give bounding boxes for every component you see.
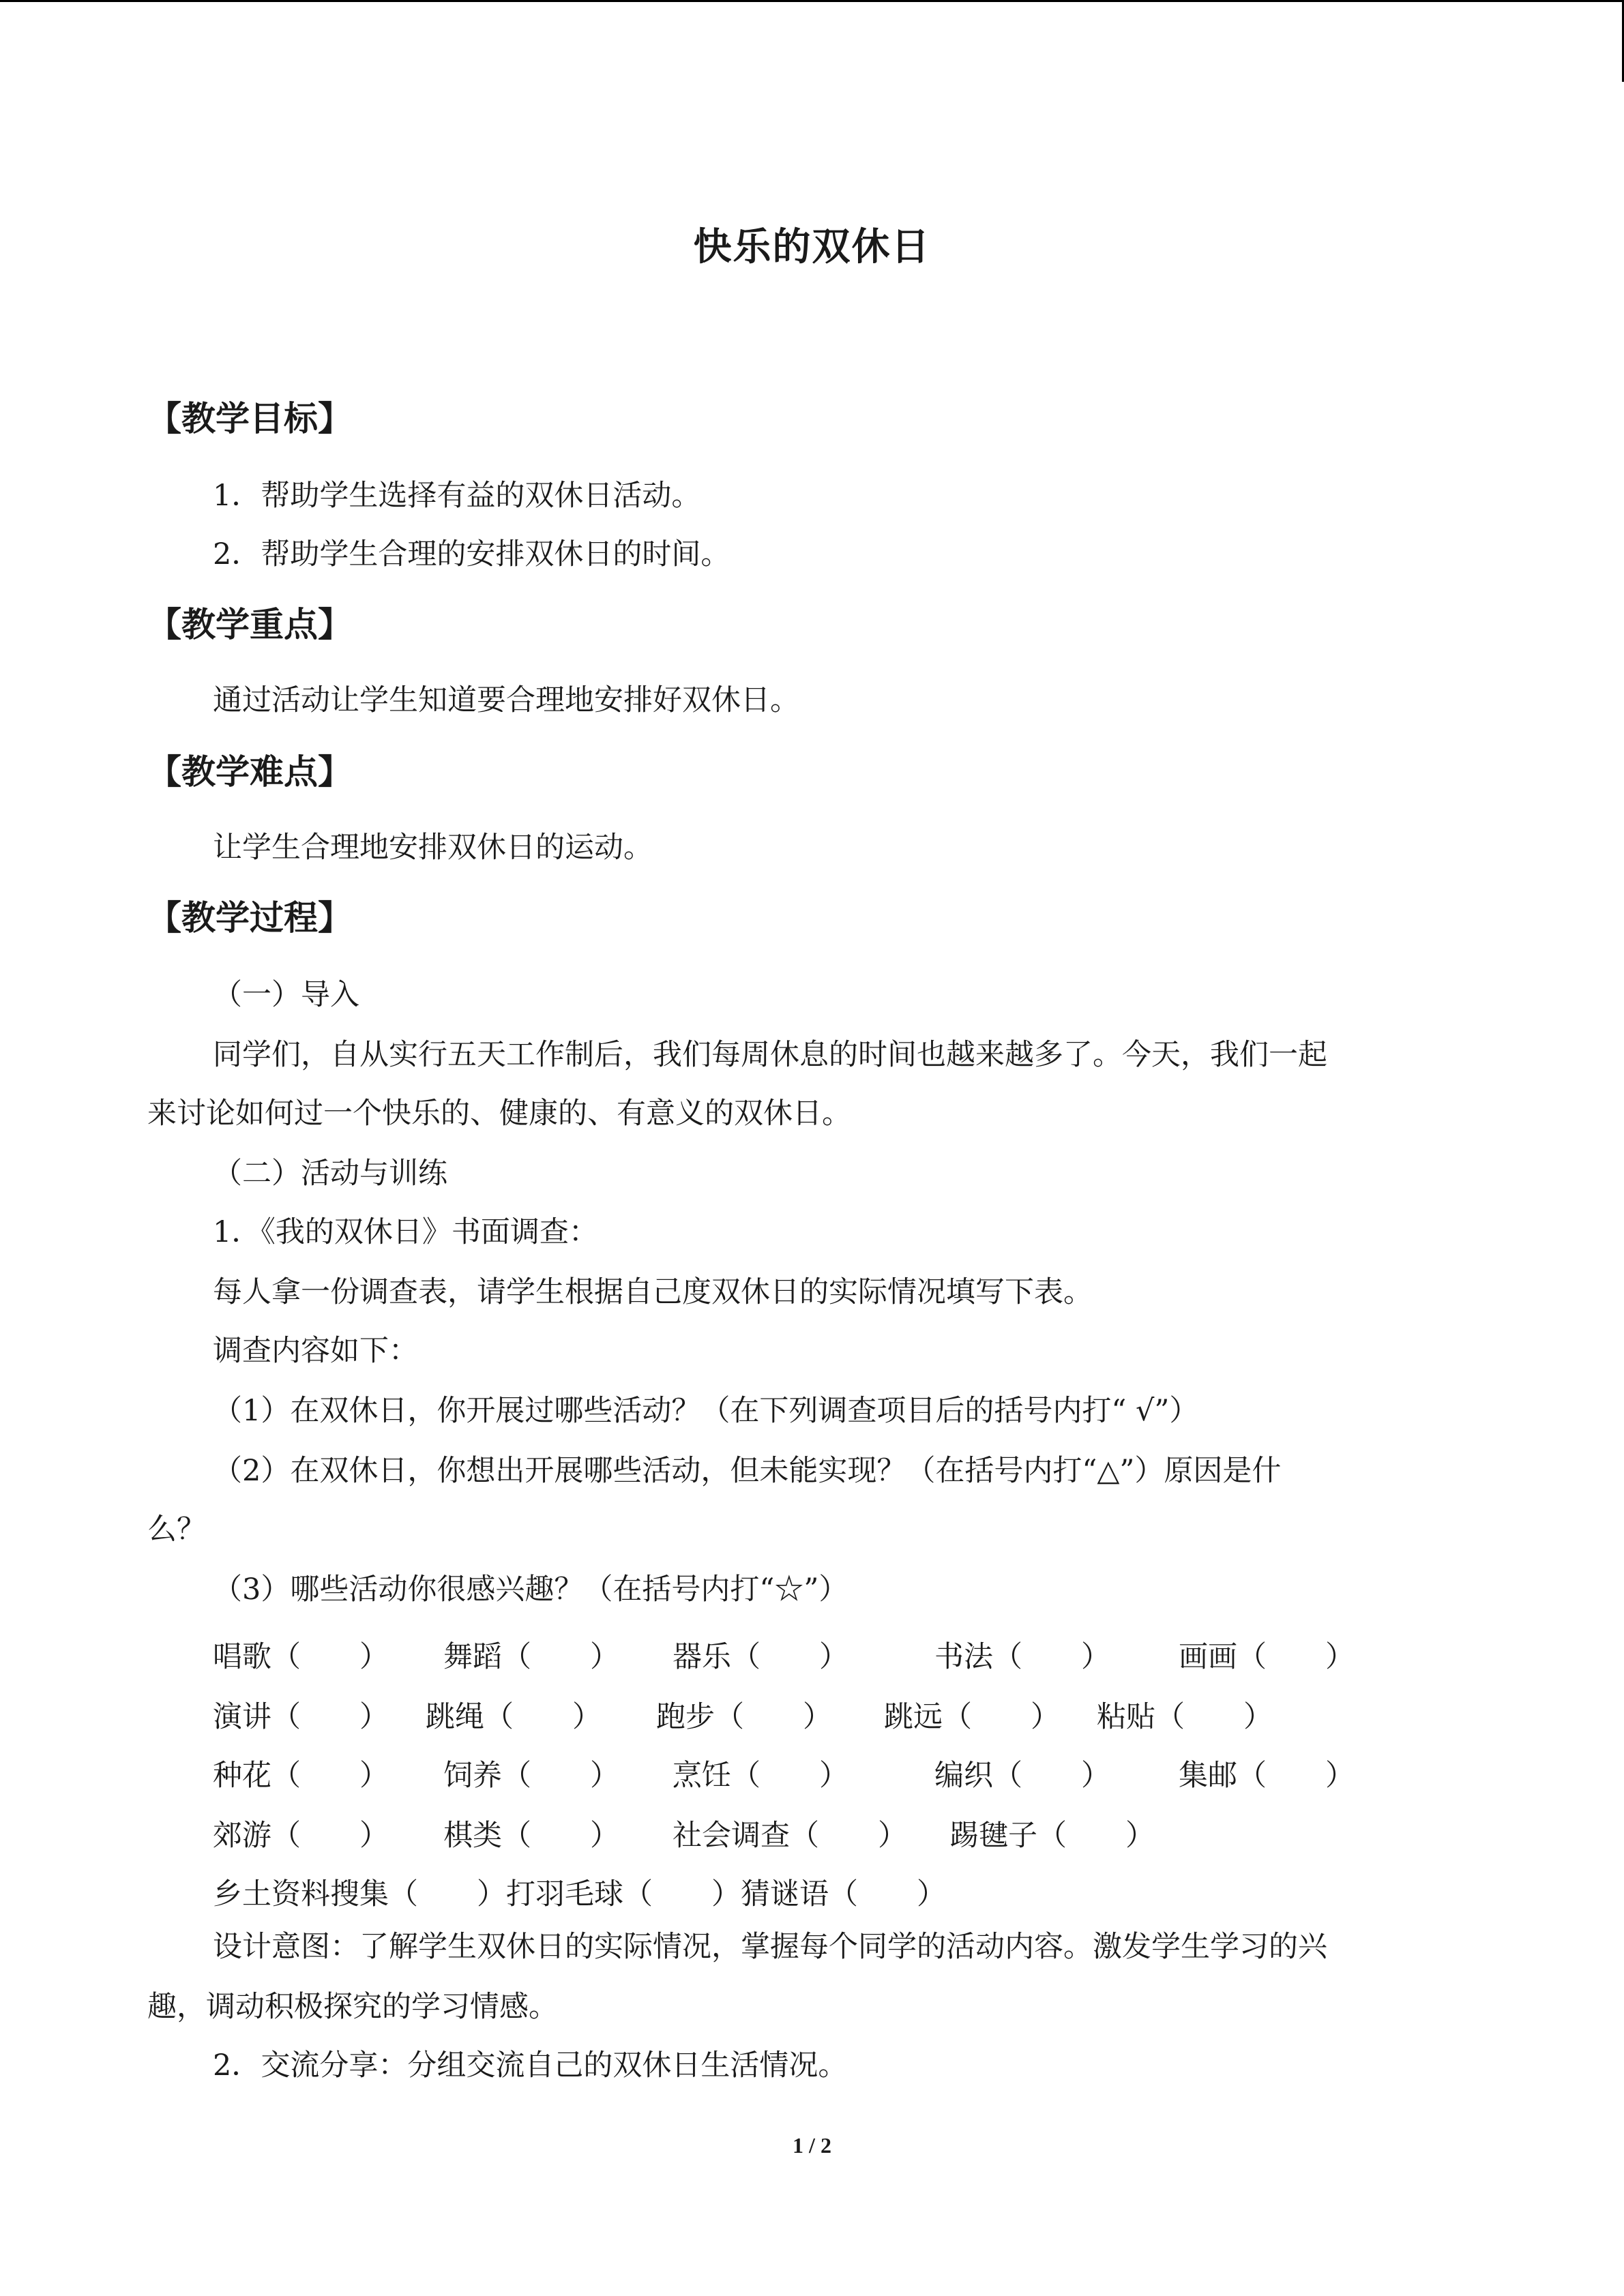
activity-item: 乡土资料搜集（ ）打羽毛球（ ）猜谜语（ ） — [213, 1877, 946, 1911]
activity-item: 器乐（ ） — [673, 1640, 848, 1674]
difficulty-text: 让学生合理地安排双休日的运动。 — [213, 831, 653, 865]
activity-item: 跑步（ ） — [656, 1700, 832, 1734]
top-border-line — [0, 0, 1624, 2]
activity-item: 编织（ ） — [934, 1759, 1110, 1793]
survey-description: 每人拿一份调查表，请学生根据自己度双休日的实际情况填写下表。 — [213, 1275, 1093, 1309]
objective-item-2: 2．帮助学生合理的安排双休日的时间。 — [213, 537, 730, 571]
heading-process: 【教学过程】 — [147, 898, 352, 938]
design-intent-line-1: 设计意图：了解学生双休日的实际情况，掌握每个同学的活动内容。激发学生学习的兴 — [213, 1930, 1327, 1964]
intro-label: （一）导入 — [213, 978, 359, 1012]
activity-item: 演讲（ ） — [213, 1700, 389, 1734]
activity-item: 社会调查（ ） — [673, 1819, 907, 1853]
activity-row — [213, 1634, 1509, 1674]
activity-item: 集邮（ ） — [1179, 1759, 1355, 1793]
question-2-line-1: （2）在双休日，你想出开展哪些活动，但未能实现？（在括号内打“△”）原因是什 — [213, 1454, 1282, 1488]
activity-item: 跳绳（ ） — [426, 1700, 602, 1734]
activity-item: 种花（ ） — [213, 1759, 389, 1793]
activity-item: 踢毽子（ ） — [949, 1819, 1155, 1853]
question-3: （3）哪些活动你很感兴趣？（在括号内打“☆”） — [213, 1572, 848, 1607]
page-title: 快乐的双休日 — [693, 225, 931, 269]
objective-item-1: 1．帮助学生选择有益的双休日活动。 — [213, 479, 701, 513]
activity-item: 棋类（ ） — [443, 1819, 619, 1853]
activity-row — [213, 1694, 1509, 1734]
activity-label: （二）活动与训练 — [213, 1157, 447, 1191]
survey-title: 1．《我的双休日》书面调查： — [213, 1215, 598, 1249]
activity-item: 跳远（ ） — [884, 1700, 1060, 1734]
activity-row — [213, 1753, 1509, 1793]
activity-item: 画画（ ） — [1179, 1640, 1355, 1674]
heading-difficulty: 【教学难点】 — [147, 752, 352, 792]
heading-objectives: 【教学目标】 — [147, 399, 352, 438]
survey-content-label: 调查内容如下： — [213, 1334, 418, 1368]
activity-row — [213, 1813, 1509, 1853]
intro-line-1: 同学们，自从实行五天工作制后，我们每周休息的时间也越来越多了。今天，我们一起 — [213, 1038, 1327, 1072]
question-2-line-2: 么？ — [147, 1512, 206, 1547]
activity-item: 烹饪（ ） — [673, 1759, 848, 1793]
activity-item: 书法（ ） — [934, 1640, 1110, 1674]
page-number: 1 / 2 — [793, 2133, 831, 2158]
intro-line-2: 来讨论如何过一个快乐的、健康的、有意义的双休日。 — [147, 1097, 851, 1131]
activity-item: 唱歌（ ） — [213, 1640, 389, 1674]
design-intent-line-2: 趣，调动积极探究的学习情感。 — [147, 1990, 558, 2024]
heading-key-point: 【教学重点】 — [147, 605, 352, 644]
activity-item: 舞蹈（ ） — [443, 1640, 619, 1674]
activity-item: 粘贴（ ） — [1097, 1700, 1273, 1734]
activity-item: 饲养（ ） — [443, 1759, 619, 1793]
share-item: 2．交流分享：分组交流自己的双休日生活情况。 — [213, 2048, 848, 2083]
question-1: （1）在双休日，你开展过哪些活动？（在下列调查项目后的括号内打“ √”） — [213, 1394, 1199, 1428]
activity-item: 郊游（ ） — [213, 1819, 389, 1853]
key-point-text: 通过活动让学生知道要合理地安排好双休日。 — [213, 683, 799, 717]
activity-row — [213, 1871, 1509, 1911]
